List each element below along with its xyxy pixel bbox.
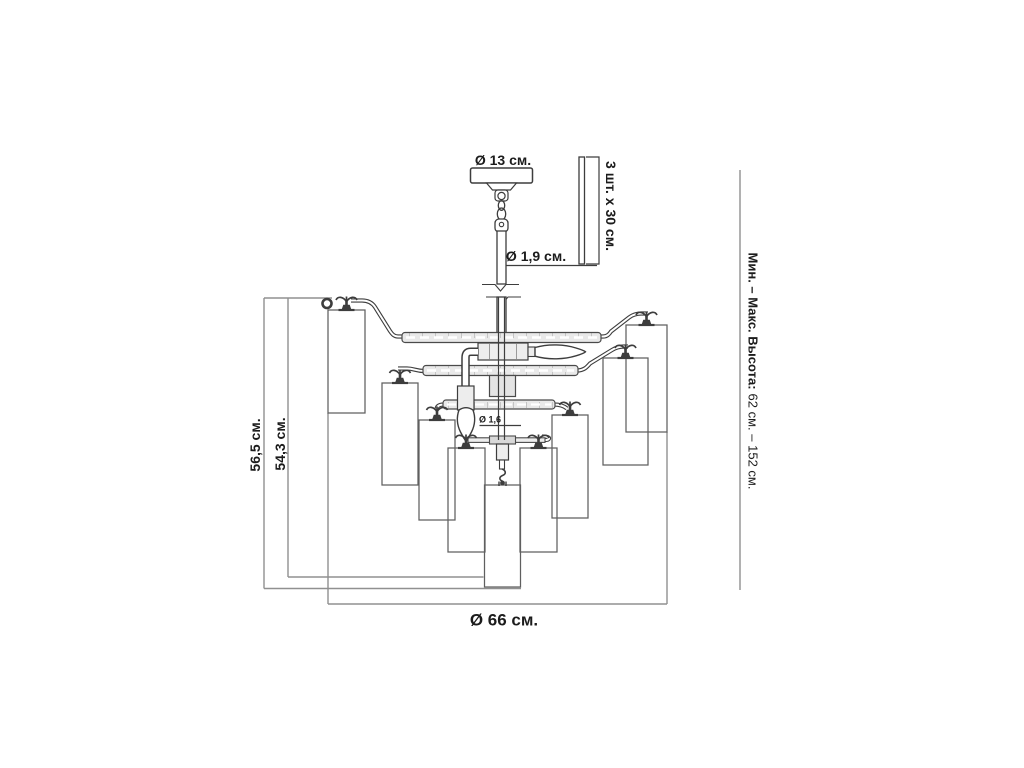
column-hub [490,376,516,397]
extension-rod-detail [579,157,599,264]
label-height-range-title: Мин. – Макс. Высота: [745,252,761,390]
decorative-ring [323,299,332,308]
shade-left-4 [448,448,485,552]
rod-top-cap [495,219,508,232]
bottom-stem [500,460,505,469]
label-stem-diameter: Ø 1,6 [478,414,502,425]
candle-bulb-horizontal [535,345,586,359]
hook-ball [500,481,505,486]
candle-socket-horizontal [478,343,528,360]
canopy-mount [487,183,517,190]
candle-neck [528,347,535,357]
bottom-hook [500,469,505,481]
shade-left-3 [419,420,455,520]
shade-right-1 [626,325,667,432]
label-overall-diameter: Ø 66 см. [469,610,539,630]
suspension-rod-upper [497,231,506,284]
shade-center-bottom [485,485,521,587]
extension-rod [579,157,585,264]
column-hub-lower [490,436,516,444]
swivel-ball [498,192,505,199]
candle-socket-vertical [458,386,475,410]
label-height-range-value: 62 см. – 152 см. [745,393,761,490]
shade-left-1 [328,310,365,413]
label-canopy-diameter: Ø 13 см. [474,152,532,168]
label-extension-rods: 3 шт. х 30 см. [603,161,619,251]
bottom-sleeve [497,444,509,460]
label-height-range [747,253,760,490]
label-height-inner: 54,3 см. [272,417,288,471]
shade-left-2 [382,383,418,485]
label-height-outer: 56,5 см. [247,418,263,472]
central-column [457,297,585,486]
ceiling-canopy [471,168,533,183]
tier-bar-1 [402,333,601,343]
extension-rod-bracket [586,157,599,264]
label-rod-diameter: Ø 1,9 см. [505,248,567,264]
